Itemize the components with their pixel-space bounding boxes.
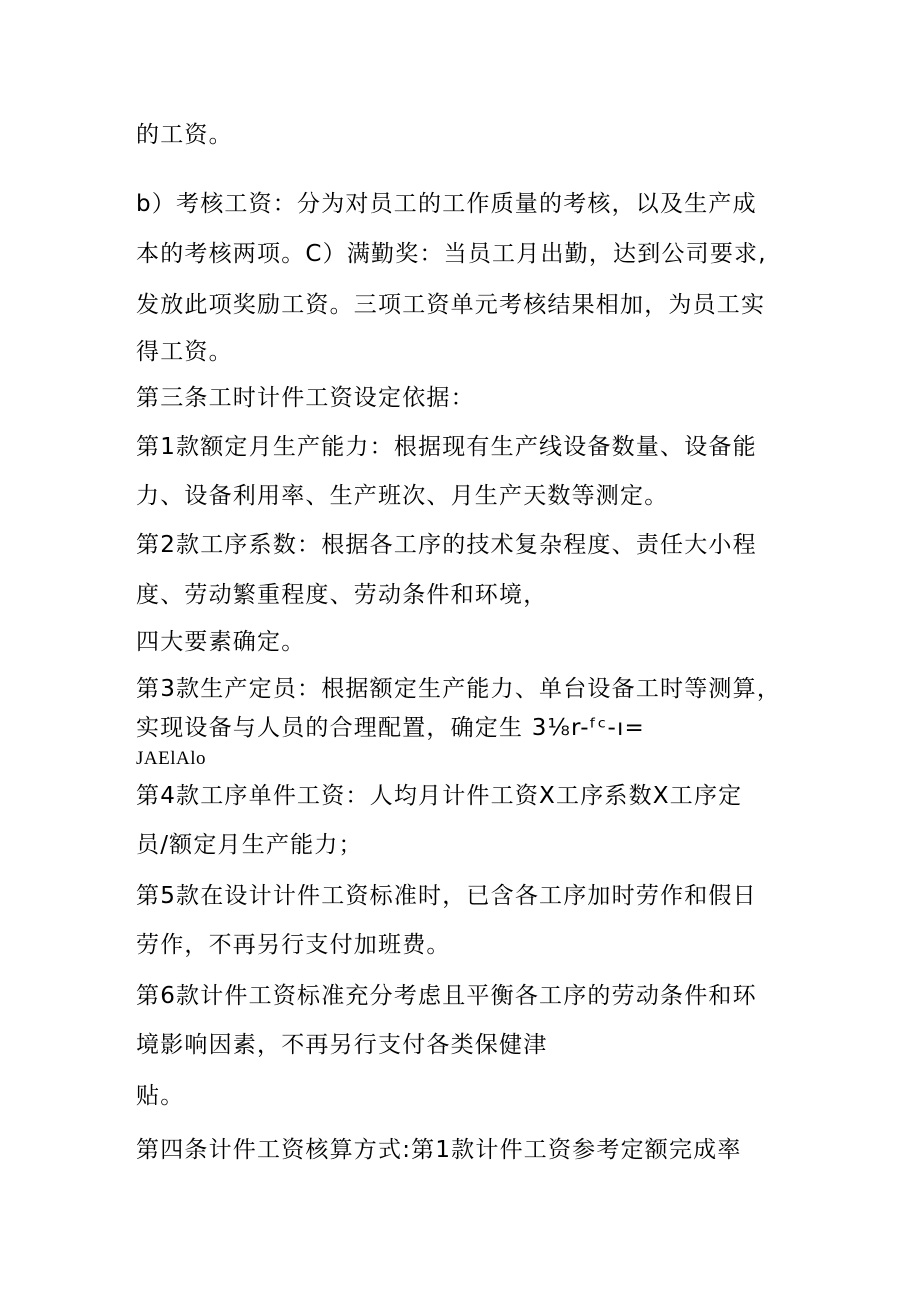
text-line: 本的考核两项。C）满勤奖：当员工月出勤，达到公司要求,	[136, 241, 767, 267]
text-line: 第四条计件工资核算方式:第1款计件工资参考定额完成率	[136, 1137, 742, 1163]
text-line: 得工资。	[136, 339, 233, 365]
text-line: 的工资。	[136, 122, 233, 148]
text-line: 四大要素确定。	[136, 629, 306, 655]
text-line: 员/额定月生产能力；	[136, 832, 363, 858]
text-line: 实现设备与人员的合理配置，确定生 3⅛r-ᶠᶜ-ı=	[136, 715, 646, 741]
text-line: 第1款额定月生产能力：根据现有生产线设备数量、设备能	[136, 434, 757, 460]
text-line: 第4款工序单件工资：人均月计件工资X工序系数X工序定	[136, 783, 743, 809]
text-line: 劳作，不再另行支付加班费。	[136, 932, 451, 958]
text-line: 境影响因素，不再另行支付各类保健津	[136, 1032, 548, 1058]
text-line: 贴。	[136, 1083, 185, 1109]
text-line: b）考核工资：分为对员工的工作质量的考核，以及生产成	[136, 191, 757, 217]
text-line: 第三条工时计件工资设定依据：	[136, 385, 475, 411]
text-line: 第5款在设计计件工资标准时，已含各工序加时劳作和假日	[136, 883, 757, 909]
text-line: 度、劳动繁重程度、劳动条件和环境，	[136, 582, 548, 608]
text-line: 第6款计件工资标准充分考虑且平衡各工序的劳动条件和环	[136, 983, 757, 1009]
text-line: 第2款工序系数：根据各工序的技术复杂程度、责任大小程	[136, 532, 757, 558]
text-line: JAElAlo	[136, 748, 206, 769]
text-line: 发放此项奖励工资。三项工资单元考核结果相加，为员工实	[136, 292, 766, 318]
text-line: 第3款生产定员：根据额定生产能力、单台设备工时等测算，	[136, 676, 782, 702]
text-line: 力、设备利用率、生产班次、月生产天数等测定。	[136, 483, 669, 509]
